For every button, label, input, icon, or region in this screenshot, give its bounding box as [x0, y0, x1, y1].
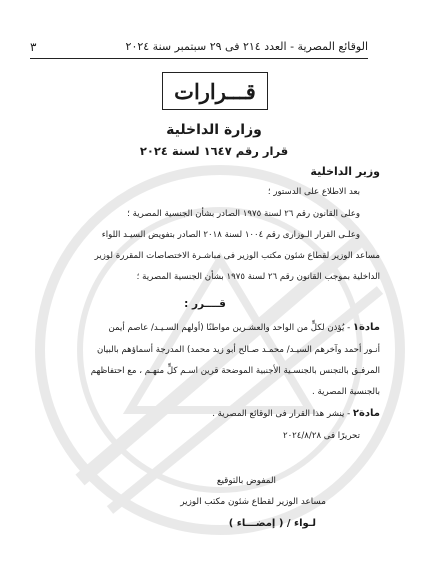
- page-number: ٣: [30, 40, 37, 54]
- preamble-line: مساعد الوزير لقطاع شئون مكتب الوزير فى مباشـرة الاختصاصات المقررة لوزير: [94, 251, 380, 261]
- minister-heading: وزير الداخلية: [310, 165, 380, 178]
- article-1-line: المرفـق بالتجنس بالجنسـية الأجنبية الموضحة قرين اسـم كلٍّ منهـم ، مع احتفاظهم: [90, 366, 380, 376]
- preamble-line: الداخلية بموجب القانون رقم ٢٦ لسنة ١٩٧٥ بشأن الجنسية المصرية ؛: [136, 272, 380, 282]
- article-1-text: - يُؤذن لكلٍّ من الواحد والعشـرين مواطنًا (أولهم السـيـد/ عاصم أيمن: [108, 323, 353, 333]
- header-divider: [30, 58, 368, 59]
- article-1-line: [30, 322, 380, 334]
- preamble-line: وعلى القانون رقم ٢٦ لسنة ١٩٧٥ الصادر بشأن الجنسية المصرية ؛: [127, 209, 360, 219]
- article-1-line: أنـور أحمد وآخرهم السيـد/ محمـد صـالح أبو زيد محمد) المدرجة أسماؤهم بالبيان: [96, 345, 380, 355]
- article-1-line: بالجنسية المصرية .: [312, 387, 380, 397]
- signature-delegate: المفوض بالتوقيع: [216, 476, 276, 486]
- article-2-line: [30, 408, 380, 420]
- article-2-text: - ينشر هذا القرار فى الوقائع المصرية .: [212, 409, 353, 419]
- ministry-heading: وزارة الداخلية: [166, 122, 262, 138]
- article-2-label: مادة٢: [352, 408, 380, 419]
- running-header: [30, 38, 368, 56]
- signature-title: مساعد الوزير لقطاع شئون مكتب الوزير: [180, 497, 326, 507]
- section-title: قـــرارات: [162, 72, 268, 110]
- running-header-title: الوقائع المصرية - العدد ٢١٤ فى ٢٩ سبتمبر سنة ٢٠٢٤: [125, 40, 368, 53]
- preamble-line: بعد الاطلاع على الدستور ؛: [267, 187, 360, 197]
- preamble-line: وعلـى القرار الـوزارى رقم ١٠٠٤ لسنة ٢٠١٨ الصادر بتفويض السيـد اللواء: [101, 230, 360, 240]
- date-line: تحريرًا فى ٢٠٢٤/٨/٢٨: [282, 431, 360, 441]
- decree-number: قرار رقم ١٦٤٧ لسنة ٢٠٢٤: [139, 144, 289, 158]
- decides-heading: قــــرر :: [184, 298, 226, 310]
- signature-rank: لـواء / ( إمضـــاء ): [228, 518, 316, 529]
- article-1-label: مادة١: [352, 322, 380, 333]
